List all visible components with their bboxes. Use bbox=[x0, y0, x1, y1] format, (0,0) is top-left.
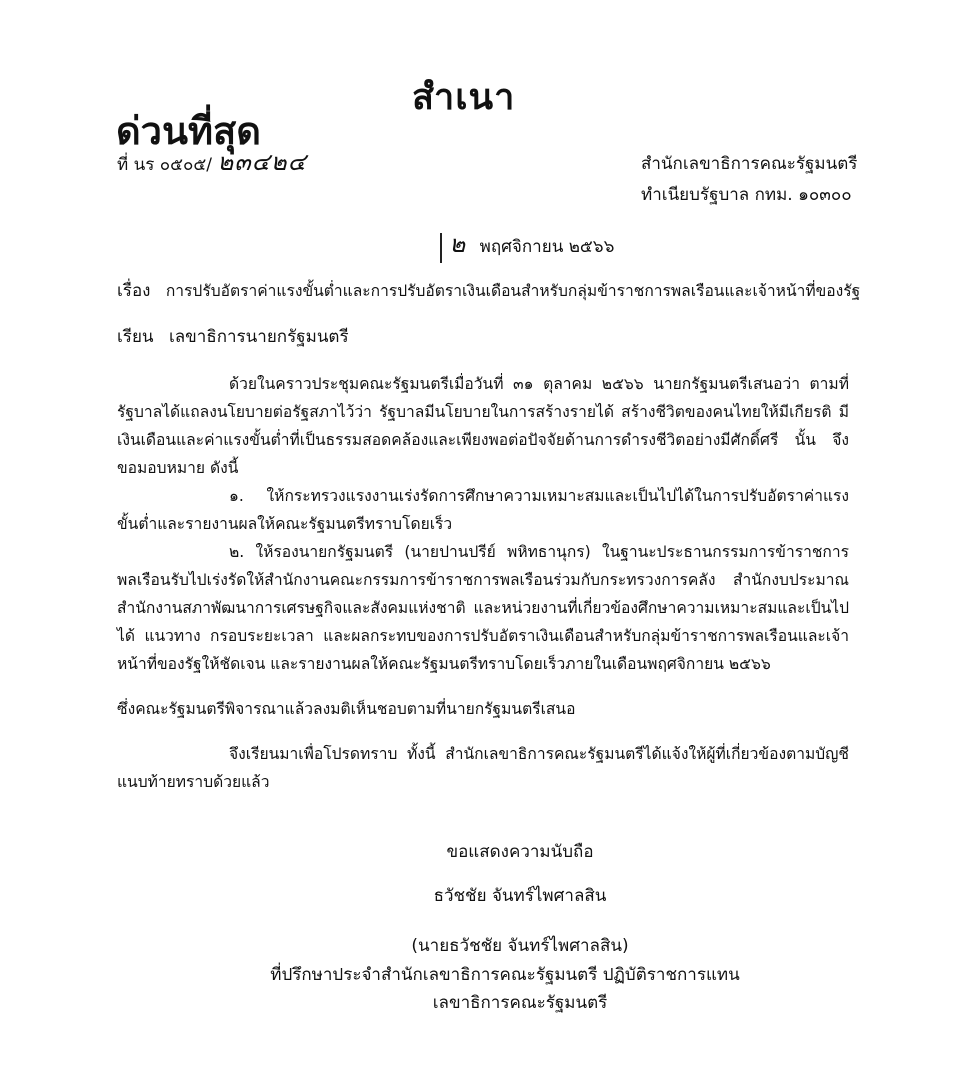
subject-text: การปรับอัตราค่าแรงขั้นต่ำและการปรับอัตราเงินเดือนสำหรับกลุ่มข้าราชการพลเรือนและเจ้าหน้าที่ของรัฐ bbox=[165, 282, 861, 300]
signed-name: ธวัชชัย จันทร์ไพศาลสิน bbox=[433, 886, 607, 906]
body-resolution: ซึ่งคณะรัฐมนตรีพิจารณาแล้วลงมติเห็นชอบตามที่นายกรัฐมนตรีเสนอ bbox=[117, 700, 576, 718]
office-name: สำนักเลขาธิการคณะรัฐมนตรี bbox=[641, 154, 858, 174]
body-item-2: ๒. ให้รองนายกรัฐมนตรี (นายปานปรีย์ พหิทธานุกร) ในฐานะประธานกรรมการข้าราชการพลเรือนรับไปเร่งรัดให้สำนักงานคณะกรรมการข้าราชการพลเรือนร่วมกับกระทรวงการคลัง สำนักงบประมาณ สำนักงานสภาพัฒนาการเศรษฐกิจและสังคมแห่งชาติ และหน่วยงานที่เกี่ยวข้องศึกษาความเหมาะสมและเป็นไปได้ แนวทาง กรอบระยะเวลา และผลกระทบของการปรับอัตราเงินเดือนสำหรับกลุ่มข้าราชการพลเรือนและเจ้าหน้าที่ของรัฐให้ชัดเจน และรายงานผลให้คณะรัฐมนตรีทราบโดยเร็วภายในเดือนพฤศจิกายน ๒๕๖๖ bbox=[117, 543, 849, 673]
addressee-line bbox=[117, 323, 349, 351]
letter-date bbox=[440, 224, 614, 263]
urgency-stamp: ด่วนที่สุด bbox=[116, 108, 261, 153]
letter-body bbox=[117, 370, 849, 796]
date-day: ๒ bbox=[449, 230, 467, 258]
reference-number bbox=[117, 148, 307, 179]
position-line-2: เลขาธิการคณะรัฐมนตรี bbox=[432, 993, 608, 1013]
reference-prefix: ที่ นร ๐๕๐๕/ bbox=[117, 155, 212, 175]
addressee-text: เลขาธิการนายกรัฐมนตรี bbox=[168, 327, 349, 347]
copy-mark: สำเนา bbox=[412, 77, 516, 118]
printed-name: (นายธวัชชัย จันทร์ไพศาลสิน) bbox=[411, 936, 629, 956]
subject-label: เรื่อง bbox=[117, 281, 151, 301]
date-month-year: พฤศจิกายน ๒๕๖๖ bbox=[479, 237, 615, 257]
body-item-1: ๑. ให้กระทรวงแรงงานเร่งรัดการศึกษาความเหมาะสมและเป็นไปได้ในการปรับอัตราค่าแรงขั้นต่ำและรายงานผลให้คณะรัฐมนตรีทราบโดยเร็ว bbox=[117, 487, 849, 533]
reference-handwritten: ๒๓๔๒๔ bbox=[217, 148, 307, 176]
body-paragraph-1: ด้วยในคราวประชุมคณะรัฐมนตรีเมื่อวันที่ ๓๑ ตุลาคม ๒๕๖๖ นายกรัฐมนตรีเสนอว่า ตามที่รัฐบาลได้แถลงนโยบายต่อรัฐสภาไว้ว่า รัฐบาลมีนโยบายในการสร้างรายได้ สร้างชีวิตของคนไทยให้มีเกียรติ มีเงินเดือนและค่าแรงขั้นต่ำที่เป็นธรรมสอดคล้องและเพียงพอต่อปัจจัยด้านการดำรงชีวิตอย่างมีศักดิ์ศรี นั้น จึงขอมอบหมาย ดังนี้ bbox=[117, 375, 849, 477]
office-address: ทำเนียบรัฐบาล กทม. ๑๐๓๐๐ bbox=[641, 185, 852, 205]
addressee-label: เรียน bbox=[117, 327, 154, 347]
salutation: ขอแสดงความนับถือ bbox=[446, 842, 594, 862]
subject-line bbox=[117, 277, 860, 305]
position-line-1: ที่ปรึกษาประจำสำนักเลขาธิการคณะรัฐมนตรี ปฏิบัติราชการแทน bbox=[270, 965, 740, 985]
handwritten-stroke bbox=[440, 233, 442, 263]
body-closing: จึงเรียนมาเพื่อโปรดทราบ ทั้งนี้ สำนักเลขาธิการคณะรัฐมนตรีได้แจ้งให้ผู้ที่เกี่ยวข้องตามบัญชีแนบท้ายทราบด้วยแล้ว bbox=[117, 745, 849, 791]
